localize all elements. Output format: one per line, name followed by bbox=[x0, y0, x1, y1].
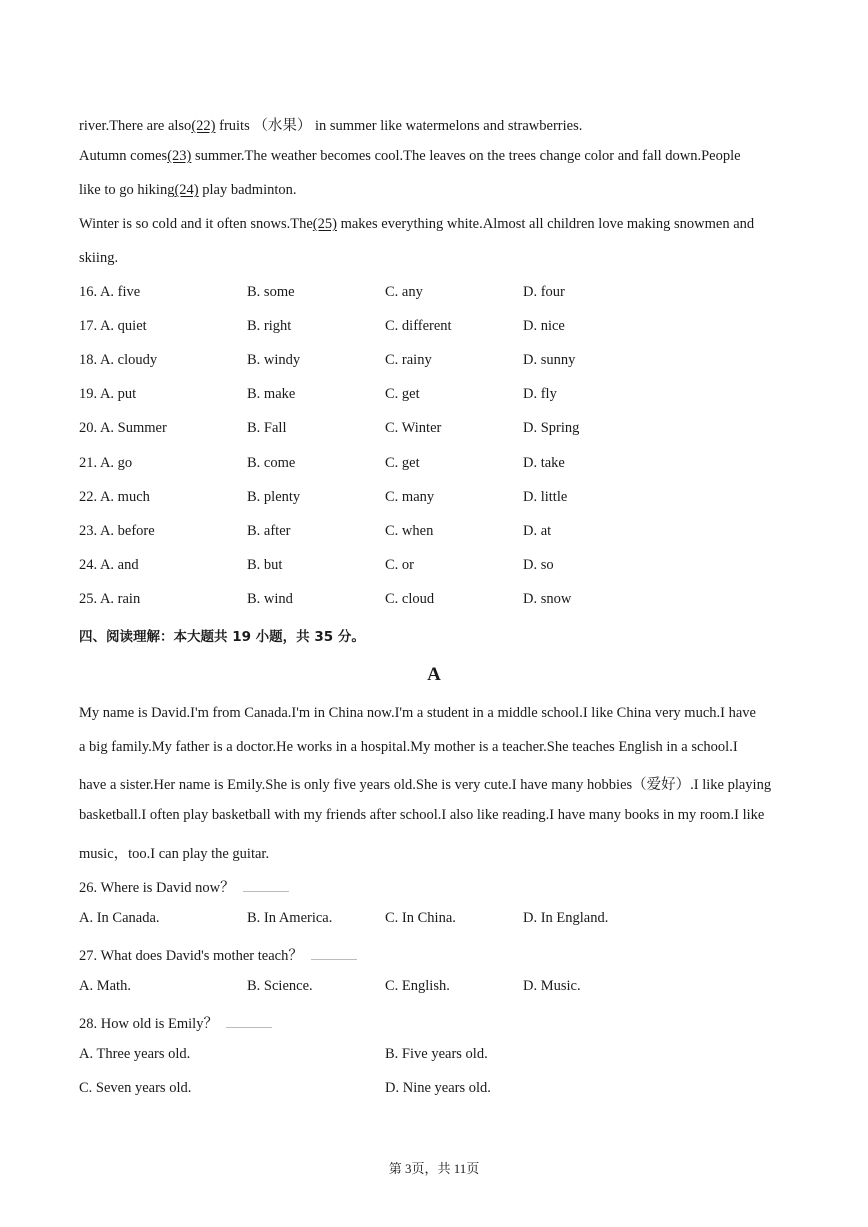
passage-text: Winter is so cold and it often snows.The bbox=[79, 216, 313, 232]
option-row bbox=[79, 489, 799, 509]
option-c[interactable]: C. any bbox=[385, 284, 423, 300]
question-stem bbox=[79, 1012, 272, 1033]
option-a[interactable]: A. Three years old. bbox=[79, 1046, 191, 1062]
option-d[interactable]: D. sunny bbox=[523, 352, 576, 368]
option-row bbox=[79, 352, 799, 372]
option-d[interactable]: D. so bbox=[523, 557, 554, 573]
option-a[interactable]: 16. A. five bbox=[79, 284, 141, 300]
option-row bbox=[79, 284, 799, 304]
option-a[interactable]: 20. A. Summer bbox=[79, 420, 167, 436]
passage-text: makes everything white.Almost all children love making snowmen and bbox=[336, 216, 755, 232]
option-b[interactable]: B. wind bbox=[247, 591, 293, 607]
option-c[interactable]: C. rainy bbox=[385, 352, 432, 368]
answer-blank[interactable] bbox=[243, 881, 289, 892]
answer-blank[interactable] bbox=[226, 1017, 272, 1028]
option-a[interactable]: 22. A. much bbox=[79, 489, 150, 505]
passage-line bbox=[79, 148, 741, 165]
passage-text: play badminton. bbox=[198, 182, 297, 198]
option-a[interactable]: 21. A. go bbox=[79, 455, 133, 471]
option-a[interactable]: 23. A. before bbox=[79, 523, 155, 539]
option-b[interactable]: B. some bbox=[247, 284, 295, 300]
blank-marker: (22) bbox=[191, 118, 216, 134]
option-c[interactable]: C. when bbox=[385, 523, 434, 539]
option-row bbox=[79, 420, 799, 440]
passage-line bbox=[79, 182, 297, 199]
option-row bbox=[79, 455, 799, 475]
option-b[interactable]: B. make bbox=[247, 386, 296, 402]
passage-line: have a sister.Her name is Emily.She is only five years old.She is very cute.I have many hobbies（爱好）.I like playing bbox=[79, 777, 772, 793]
passage-title: A bbox=[427, 664, 441, 685]
option-a[interactable]: A. In Canada. bbox=[79, 910, 160, 926]
option-row bbox=[79, 978, 799, 998]
option-a[interactable]: 17. A. quiet bbox=[79, 318, 147, 334]
option-d[interactable]: D. fly bbox=[523, 386, 557, 402]
passage-text: like to go hiking bbox=[79, 182, 175, 198]
option-b[interactable]: B. In America. bbox=[247, 910, 333, 926]
option-c[interactable]: C. Winter bbox=[385, 420, 442, 436]
option-c[interactable]: C. different bbox=[385, 318, 452, 334]
option-row bbox=[79, 318, 799, 338]
option-d[interactable]: D. In England. bbox=[523, 910, 609, 926]
blank-marker: (24) bbox=[174, 182, 199, 198]
option-row bbox=[79, 910, 799, 930]
passage-line: music，too.I can play the guitar. bbox=[79, 846, 270, 862]
option-row bbox=[79, 1080, 799, 1100]
option-d[interactable]: D. at bbox=[523, 523, 552, 539]
blank-marker: (23) bbox=[167, 148, 192, 164]
option-b[interactable]: B. Science. bbox=[247, 978, 313, 994]
option-row bbox=[79, 557, 799, 577]
option-a[interactable]: A. Math. bbox=[79, 978, 131, 994]
option-c[interactable]: C. cloud bbox=[385, 591, 435, 607]
question-text: 26. Where is David now？ bbox=[79, 880, 235, 896]
section-heading: 四、阅读理解：本大题共 19 小题，共 35 分。 bbox=[79, 629, 365, 645]
passage-line bbox=[79, 114, 582, 135]
option-c[interactable]: C. many bbox=[385, 489, 435, 505]
passage-line bbox=[79, 250, 118, 267]
option-row bbox=[79, 591, 799, 611]
option-c[interactable]: C. get bbox=[385, 386, 420, 402]
option-c[interactable]: C. Seven years old. bbox=[79, 1080, 192, 1096]
option-b[interactable]: B. after bbox=[247, 523, 291, 539]
option-row bbox=[79, 386, 799, 406]
option-a[interactable]: 24. A. and bbox=[79, 557, 139, 573]
option-d[interactable]: D. four bbox=[523, 284, 565, 300]
passage-line: My name is David.I'm from Canada.I'm in China now.I'm a student in a middle school.I like China very much.I have bbox=[79, 705, 756, 721]
option-a[interactable]: 25. A. rain bbox=[79, 591, 141, 607]
option-c[interactable]: C. or bbox=[385, 557, 414, 573]
option-d[interactable]: D. snow bbox=[523, 591, 572, 607]
option-c[interactable]: C. get bbox=[385, 455, 420, 471]
question-text: 27. What does David's mother teach？ bbox=[79, 948, 303, 964]
passage-text: fruits （水果） in summer like watermelons and strawberries. bbox=[215, 118, 583, 134]
passage-line: basketball.I often play basketball with my friends after school.I also like reading.I have many books in my room.I like bbox=[79, 807, 765, 823]
passage-line: a big family.My father is a doctor.He works in a hospital.My mother is a teacher.She teaches English in a school.I bbox=[79, 739, 738, 755]
option-b[interactable]: B. Fall bbox=[247, 420, 287, 436]
option-d[interactable]: D. take bbox=[523, 455, 565, 471]
passage-text: Autumn comes bbox=[79, 148, 168, 164]
question-stem bbox=[79, 876, 289, 897]
option-a[interactable]: 18. A. cloudy bbox=[79, 352, 158, 368]
answer-blank[interactable] bbox=[311, 949, 357, 960]
question-stem bbox=[79, 944, 357, 965]
option-d[interactable]: D. Music. bbox=[523, 978, 581, 994]
option-a[interactable]: 19. A. put bbox=[79, 386, 137, 402]
option-b[interactable]: B. Five years old. bbox=[385, 1046, 488, 1062]
option-b[interactable]: B. right bbox=[247, 318, 292, 334]
passage-text: summer.The weather becomes cool.The leaves on the trees change color and fall down.People bbox=[191, 148, 741, 164]
option-row bbox=[79, 523, 799, 543]
passage-line bbox=[79, 216, 754, 233]
blank-marker: (25) bbox=[312, 216, 337, 232]
passage-text: river.There are also bbox=[79, 118, 192, 134]
option-d[interactable]: D. Spring bbox=[523, 420, 580, 436]
option-d[interactable]: D. Nine years old. bbox=[385, 1080, 491, 1096]
option-c[interactable]: C. In China. bbox=[385, 910, 456, 926]
page-footer: 第 3页，共 11页 bbox=[388, 1161, 480, 1176]
option-d[interactable]: D. little bbox=[523, 489, 568, 505]
option-b[interactable]: B. windy bbox=[247, 352, 301, 368]
option-row bbox=[79, 1046, 799, 1066]
option-d[interactable]: D. nice bbox=[523, 318, 565, 334]
option-c[interactable]: C. English. bbox=[385, 978, 450, 994]
option-b[interactable]: B. come bbox=[247, 455, 296, 471]
question-text: 28. How old is Emily？ bbox=[79, 1016, 218, 1032]
option-b[interactable]: B. plenty bbox=[247, 489, 301, 505]
passage-text: skiing. bbox=[79, 250, 119, 266]
option-b[interactable]: B. but bbox=[247, 557, 283, 573]
